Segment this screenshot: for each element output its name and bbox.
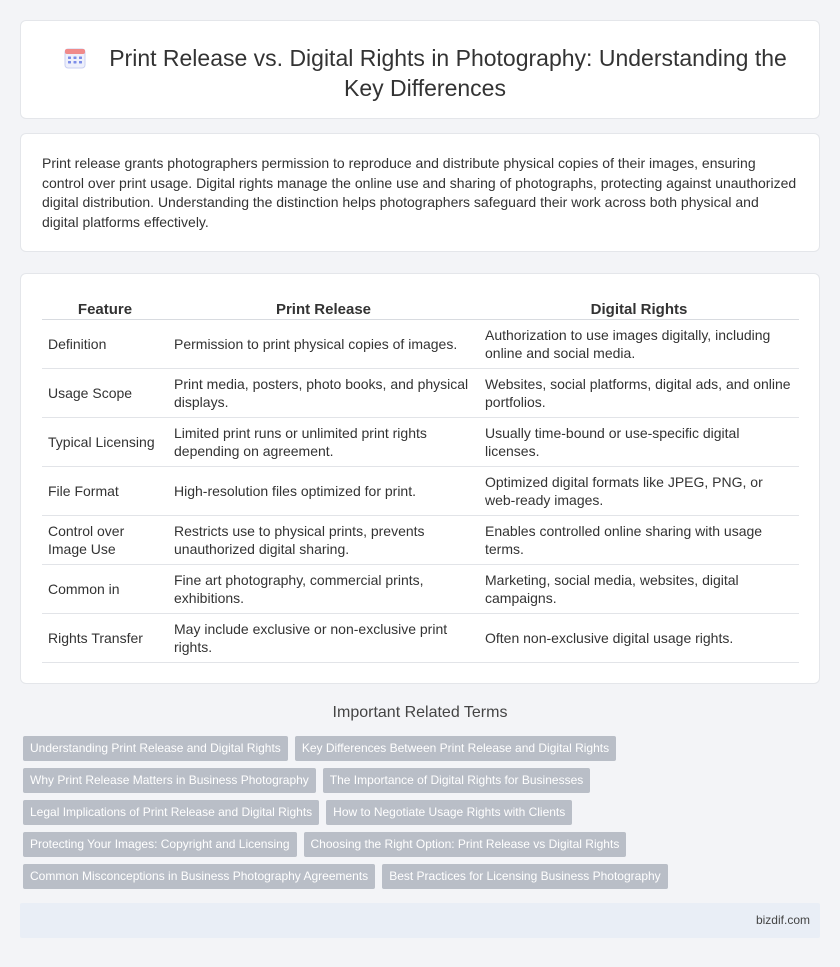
feature-cell: Definition bbox=[42, 319, 168, 368]
digital-rights-cell: Authorization to use images digitally, including online and social media. bbox=[479, 319, 799, 368]
related-term-tag[interactable]: Protecting Your Images: Copyright and Licensing bbox=[23, 832, 297, 857]
tag-row bbox=[23, 864, 823, 889]
print-release-cell: May include exclusive or non-exclusive print rights. bbox=[168, 613, 479, 662]
header-print-release: Print Release bbox=[168, 296, 479, 319]
related-terms-list bbox=[23, 736, 823, 896]
table-row bbox=[42, 319, 799, 368]
header-digital-rights: Digital Rights bbox=[479, 296, 799, 319]
print-release-cell: Limited print runs or unlimited print rights depending on agreement. bbox=[168, 417, 479, 466]
print-release-cell: Permission to print physical copies of images. bbox=[168, 319, 479, 368]
comparison-table bbox=[42, 296, 799, 663]
page-title-wrap bbox=[51, 43, 799, 103]
digital-rights-cell: Marketing, social media, websites, digital campaigns. bbox=[479, 564, 799, 613]
calendar-icon bbox=[63, 46, 87, 70]
table-row bbox=[42, 613, 799, 662]
tag-row bbox=[23, 800, 823, 825]
tag-row bbox=[23, 736, 823, 761]
related-term-tag[interactable]: The Importance of Digital Rights for Businesses bbox=[323, 768, 590, 793]
tag-row bbox=[23, 768, 823, 793]
print-release-cell: Fine art photography, commercial prints, exhibitions. bbox=[168, 564, 479, 613]
related-term-tag[interactable]: Choosing the Right Option: Print Release vs Digital Rights bbox=[304, 832, 627, 857]
related-term-tag[interactable]: Legal Implications of Print Release and Digital Rights bbox=[23, 800, 319, 825]
related-term-tag[interactable]: Understanding Print Release and Digital Rights bbox=[23, 736, 288, 761]
print-release-cell: Restricts use to physical prints, prevents unauthorized digital sharing. bbox=[168, 515, 479, 564]
table-row bbox=[42, 515, 799, 564]
feature-cell: Usage Scope bbox=[42, 368, 168, 417]
digital-rights-cell: Optimized digital formats like JPEG, PNG, or web-ready images. bbox=[479, 466, 799, 515]
feature-cell: File Format bbox=[42, 466, 168, 515]
related-term-tag[interactable]: Best Practices for Licensing Business Photography bbox=[382, 864, 667, 889]
intro-paragraph: Print release grants photographers permission to reproduce and distribute physical copies of their images, ensuring control over print usage. Digital rights manage the online use and sharing of photographs, protecting against unauthorized digital distribution. Understanding the distinction helps photographers safeguard their work across both physical and digital platforms effectively. bbox=[42, 155, 797, 230]
table-row bbox=[42, 417, 799, 466]
table-row bbox=[42, 466, 799, 515]
related-term-tag[interactable]: Common Misconceptions in Business Photography Agreements bbox=[23, 864, 375, 889]
related-term-tag[interactable]: How to Negotiate Usage Rights with Clients bbox=[326, 800, 572, 825]
related-terms-heading: Important Related Terms bbox=[332, 704, 508, 721]
feature-cell: Rights Transfer bbox=[42, 613, 168, 662]
digital-rights-cell: Often non-exclusive digital usage rights. bbox=[479, 613, 799, 662]
feature-cell: Control over Image Use bbox=[42, 515, 168, 564]
header-feature: Feature bbox=[42, 296, 168, 319]
related-term-tag[interactable]: Why Print Release Matters in Business Photography bbox=[23, 768, 316, 793]
comparison-card bbox=[20, 273, 820, 684]
table-row bbox=[42, 564, 799, 613]
table-header-row bbox=[42, 296, 799, 319]
feature-cell: Common in bbox=[42, 564, 168, 613]
tag-row bbox=[23, 832, 823, 857]
footer bbox=[20, 903, 820, 938]
feature-cell: Typical Licensing bbox=[42, 417, 168, 466]
digital-rights-cell: Websites, social platforms, digital ads, and online portfolios. bbox=[479, 368, 799, 417]
print-release-cell: Print media, posters, photo books, and physical displays. bbox=[168, 368, 479, 417]
table-row bbox=[42, 368, 799, 417]
digital-rights-cell: Usually time-bound or use-specific digital licenses. bbox=[479, 417, 799, 466]
related-term-tag[interactable]: Key Differences Between Print Release and Digital Rights bbox=[295, 736, 616, 761]
header-card bbox=[20, 20, 820, 119]
page-title: Print Release vs. Digital Rights in Photography: Understanding the Key Differences bbox=[109, 45, 787, 101]
digital-rights-cell: Enables controlled online sharing with usage terms. bbox=[479, 515, 799, 564]
intro-card bbox=[20, 133, 820, 252]
footer-site-link[interactable]: bizdif.com bbox=[755, 913, 810, 927]
print-release-cell: High-resolution files optimized for print. bbox=[168, 466, 479, 515]
